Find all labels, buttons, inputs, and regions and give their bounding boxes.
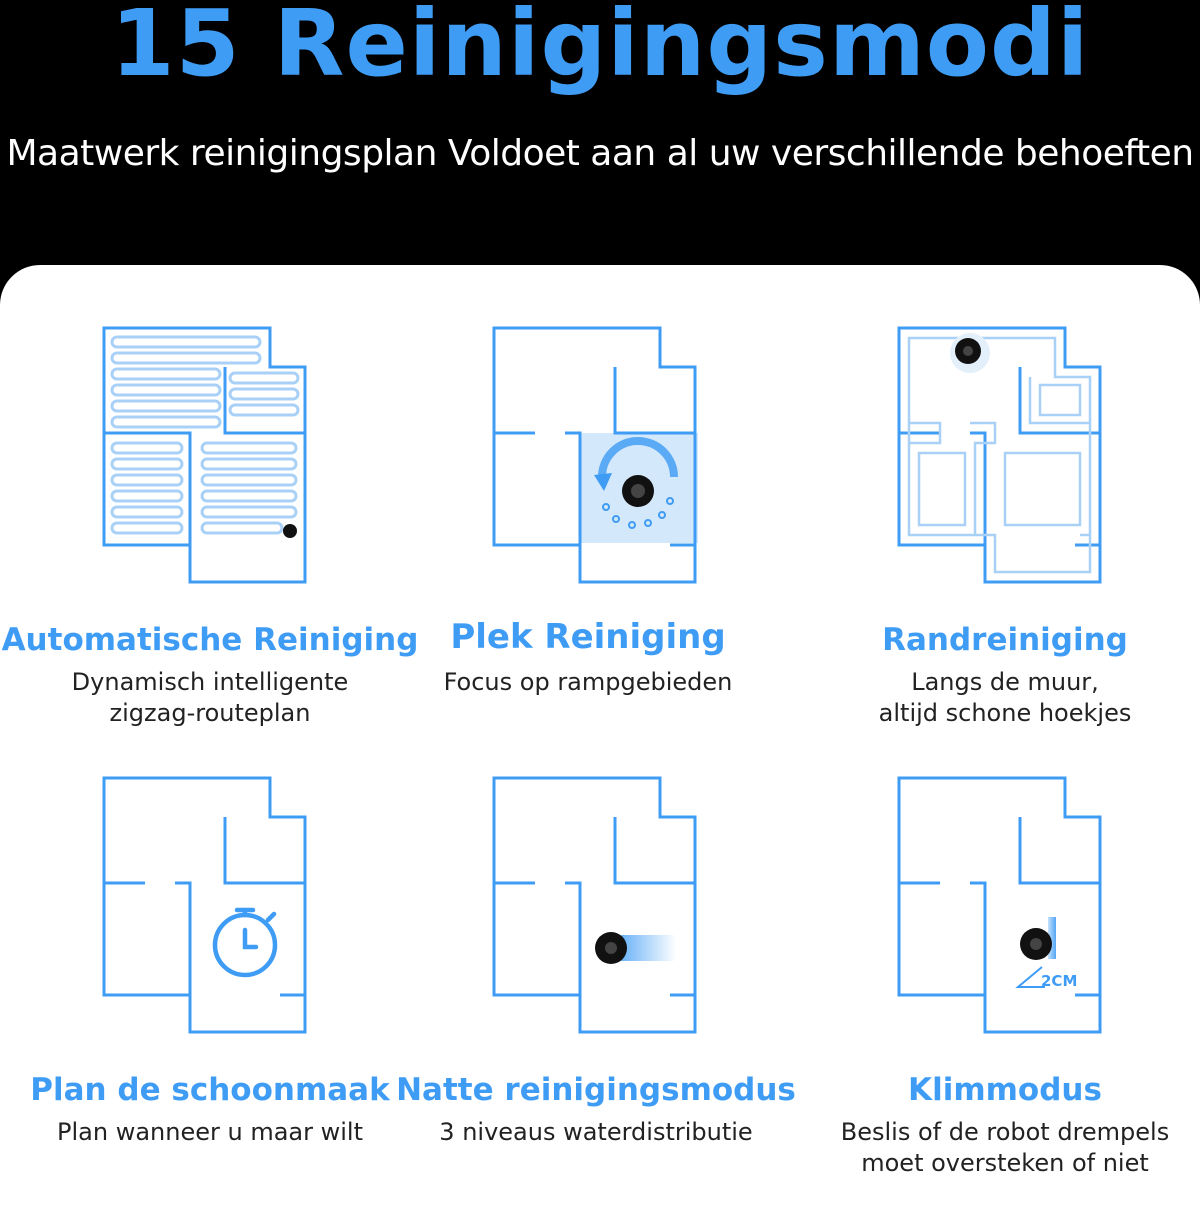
mode-title: Automatische Reiniging bbox=[1, 622, 419, 658]
mode-card-schedule bbox=[0, 715, 400, 1195]
page-subtitle: Maatwerk reinigingsplan Voldoet aan al uw verschillende behoeften bbox=[6, 133, 1194, 174]
mode-title: Klimmodus bbox=[908, 1072, 1102, 1108]
mode-card-spot bbox=[390, 265, 790, 735]
mode-desc-line1: Beslis of de robot drempels bbox=[840, 1118, 1170, 1146]
edge-cleaning-floorplan-icon bbox=[795, 265, 1200, 595]
mode-desc-line1: Dynamisch intelligente bbox=[71, 668, 349, 696]
mode-title: Plan de schoonmaak bbox=[30, 1072, 390, 1108]
climb-threshold-floorplan-icon bbox=[795, 715, 1200, 1045]
mode-desc-line1: Focus op rampgebieden bbox=[443, 668, 733, 696]
mode-desc-line1: 3 niveaus waterdistributie bbox=[439, 1118, 753, 1146]
mode-card-auto bbox=[0, 265, 419, 735]
threshold-label: 2CM bbox=[1041, 972, 1078, 990]
zigzag-route-floorplan-icon bbox=[0, 265, 420, 595]
mode-desc-line2: zigzag-routeplan bbox=[109, 699, 311, 727]
mode-desc-line1: Plan wanneer u maar wilt bbox=[57, 1118, 363, 1146]
mode-desc-line1: Langs de muur, bbox=[911, 668, 1099, 696]
mode-title: Randreiniging bbox=[882, 622, 1128, 658]
page-title: 15 Reinigingsmodi bbox=[110, 0, 1090, 97]
modes-panel bbox=[0, 265, 1200, 1225]
mode-card-climb bbox=[795, 715, 1195, 1195]
mode-desc-line2: moet oversteken of niet bbox=[861, 1149, 1149, 1177]
mode-title: Natte reinigingsmodus bbox=[396, 1072, 796, 1108]
wet-mopping-floorplan-icon bbox=[390, 715, 810, 1045]
mode-card-edge bbox=[795, 265, 1195, 735]
spot-cleaning-floorplan-icon bbox=[390, 265, 810, 595]
mode-desc-line2: altijd schone hoekjes bbox=[878, 699, 1132, 727]
mode-title: Plek Reiniging bbox=[450, 617, 726, 657]
schedule-stopwatch-floorplan-icon bbox=[0, 715, 420, 1045]
mode-card-wet bbox=[390, 715, 796, 1195]
